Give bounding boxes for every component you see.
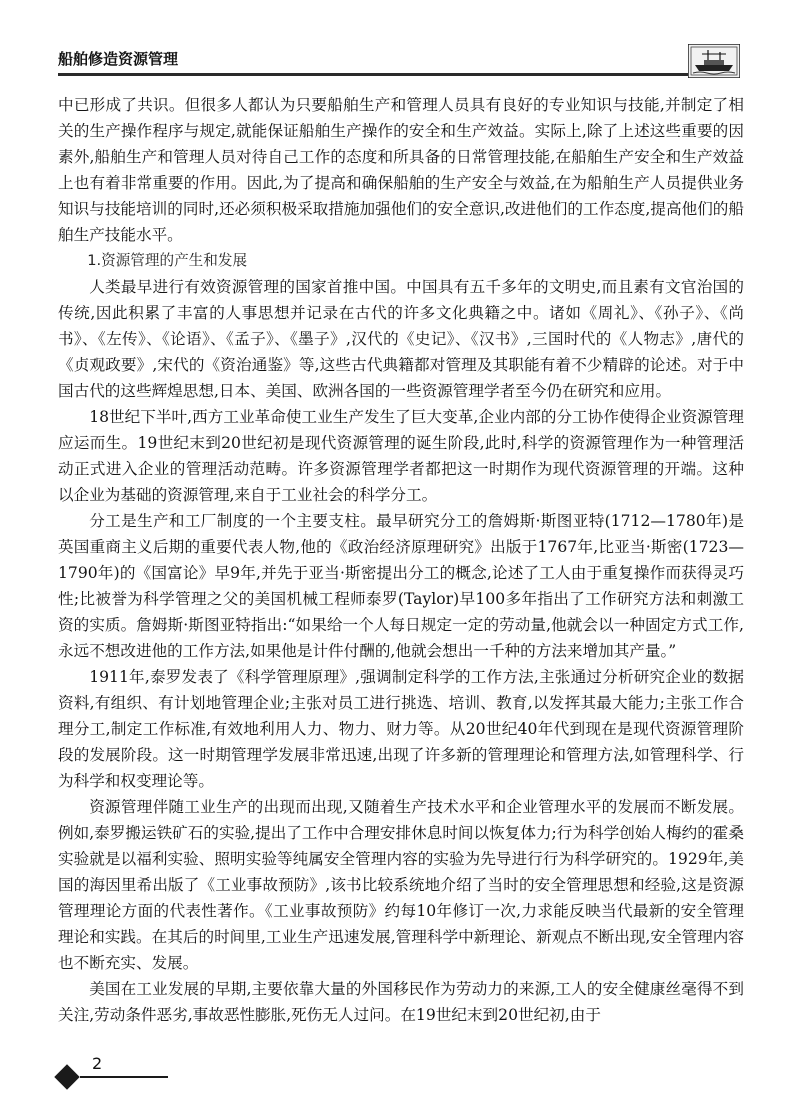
paragraph-5: 1911年,泰罗发表了《科学管理原理》,强调制定科学的工作方法,主张通过分析研究企业的数据资料,有组织、有计划地管理企业;主张对员工进行挑选、培训、教育,以发挥其最大能力;主张工作合理分工,制定工作标准,有效地利用人力、物力、财力等。从20世纪40年代到现在是现代资源管理阶段的发展阶段。这一时期管理学发展非常迅速,出现了许多新的管理理论和管理方法,如管理科学、行为科学和权变理论等。 [58, 668, 744, 790]
section-heading: 1.资源管理的产生和发展 [87, 252, 248, 269]
paragraph-1: 中已形成了共识。但很多人都认为只要船舶生产和管理人员具有良好的专业知识与技能,并制定了相关的生产操作程序与规定,就能保证船舶生产操作的安全和生产效益。实际上,除了上述这些重要的因素外,船舶生产和管理人员对待自己工作的态度和所具备的日常管理技能,在船舶生产安全和生产效益上也有着非常重要的作用。因此,为了提高和确保船舶的生产安全与效益,在为船舶生产人员提供业务知识与技能培训的同时,还必须积极采取措施加强他们的安全意识,改进他们的工作态度,提高他们的船舶生产技能水平。 [58, 96, 744, 244]
page-footer [50, 1056, 200, 1096]
paragraph-3: 18世纪下半叶,西方工业革命使工业生产发生了巨大变革,企业内部的分工协作使得企业资源管理应运而生。19世纪末到20世纪初是现代资源管理的诞生阶段,此时,科学的资源管理作为一种管理活动正式进入企业的管理活动范畴。许多资源管理学者都把这一时期作为现代资源管理的开端。这种以企业为基础的资源管理,来自于工业社会的科学分工。 [58, 408, 744, 504]
page-body [58, 92, 744, 1028]
paragraph-2: 人类最早进行有效资源管理的国家首推中国。中国具有五千多年的文明史,而且素有文官治国的传统,因此积累了丰富的人事思想并记录在古代的许多文化典籍之中。诸如《周礼》、《孙子》、《尚书》、《左传》、《论语》、《孟子》、《墨子》,汉代的《史记》、《汉书》,三国时代的《人物志》,唐代的《贞观政要》,宋代的《资治通鉴》等,这些古代典籍都对管理及其职能有着不少精辟的论述。对于中国古代的这些辉煌思想,日本、美国、欧洲各国的一些资源管理学者至今仍在研究和应用。 [58, 278, 744, 400]
paragraph-6: 资源管理伴随工业生产的出现而出现,又随着生产技术水平和企业管理水平的发展而不断发展。例如,泰罗搬运铁矿石的实验,提出了工作中合理安排休息时间以恢复体力;行为科学创始人梅约的霍桑实验就是以福利实验、照明实验等纯属安全管理内容的实验为先导进行行为科学研究的。1929年,美国的海因里希出版了《工业事故预防》,该书比较系统地介绍了当时的安全管理思想和经验,这是资源管理理论方面的代表性著作。《工业事故预防》约每10年修订一次,力求能反映当代最新的安全管理理论和实践。在其后的时间里,工业生产迅速发展,管理科学中新理论、新观点不断出现,安全管理内容也不断充实、发展。 [58, 798, 744, 972]
page-number: 2 [92, 1054, 103, 1073]
paragraph-4: 分工是生产和工厂制度的一个主要支柱。最早研究分工的詹姆斯·斯图亚特(1712—1780年)是英国重商主义后期的重要代表人物,他的《政治经济原理研究》出版于1767年,比亚当·斯密(1723—1790年)的《国富论》早9年,并先于亚当·斯密提出分工的概念,论述了工人由于重复操作而获得灵巧性;比被誉为科学管理之父的美国机械工程师泰罗(Taylor)早100多年指出了工作研究方法和刺激工资的实质。詹姆斯·斯图亚特指出:“如果给一个人每日规定一定的劳动量,他就会以一种固定方式工作,永远不想改进他的工作方法,如果他是计件付酬的,他就会想出一千种的方法来增加其产量。” [58, 512, 744, 660]
paragraph-7: 美国在工业发展的早期,主要依靠大量的外国移民作为劳动力的来源,工人的安全健康丝毫得不到关注,劳动条件恶劣,事故恶性膨胀,死伤无人过问。在19世纪末到20世纪初,由于 [58, 980, 744, 1024]
running-header-title: 船舶修造资源管理 [58, 50, 179, 68]
ship-icon [688, 44, 740, 78]
footer-rule [80, 1076, 168, 1078]
running-header [0, 44, 790, 84]
header-rule [58, 73, 690, 76]
diamond-marker-icon [54, 1064, 79, 1089]
